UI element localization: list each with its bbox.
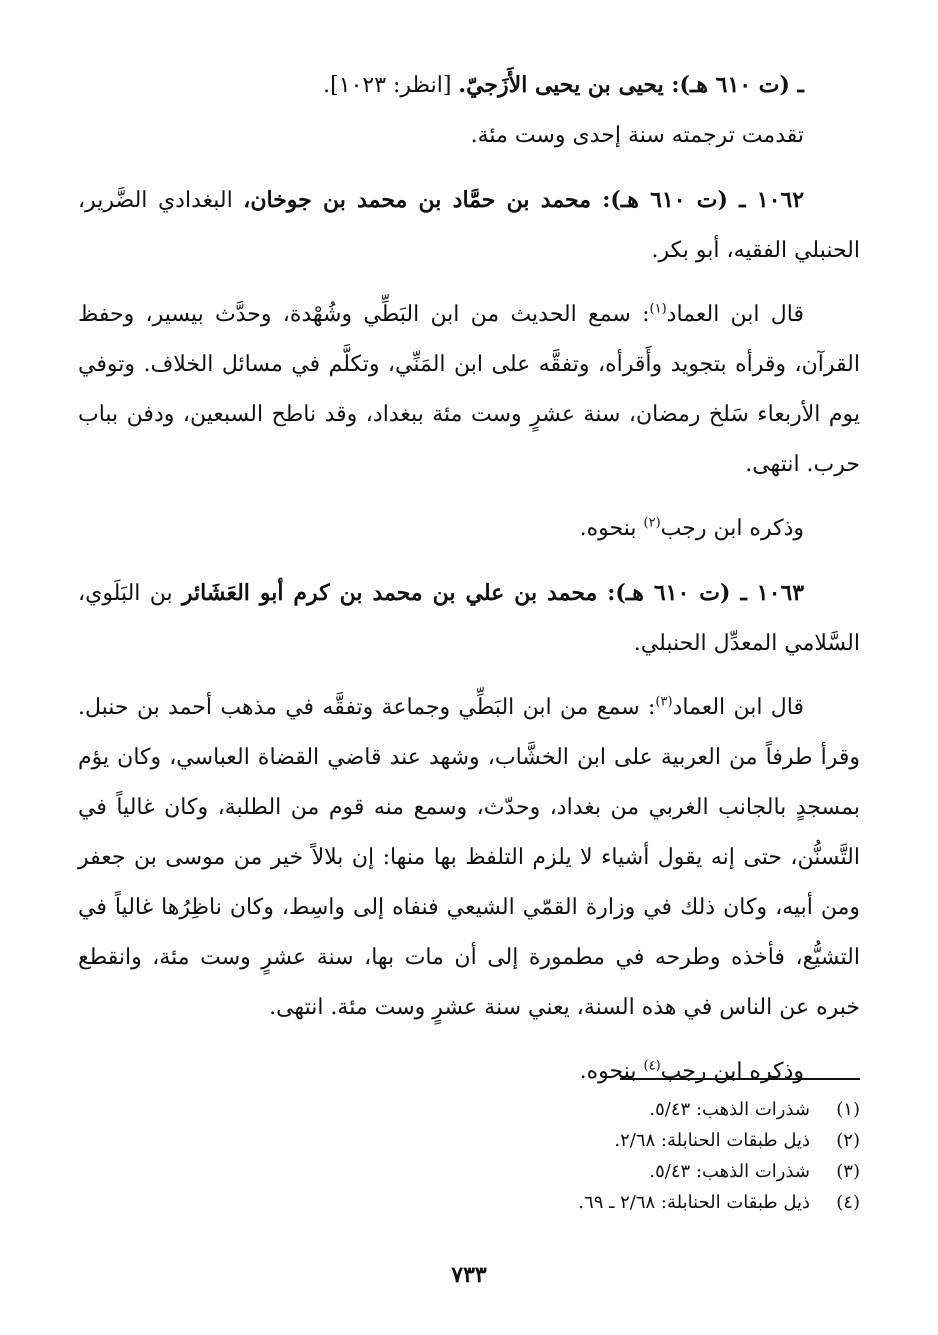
entry-heading-bold: ١٠٦٢ ـ (ت ٦١٠ هـ): محمد بن حمَّاد بن محمد بن جوخان، (243, 187, 805, 213)
footnote-number: (٣) (836, 1161, 860, 1182)
footnote-number: (٢) (836, 1130, 860, 1151)
page-number: ٧٣٣ (451, 1262, 487, 1288)
footnote-item (78, 1156, 860, 1187)
entry-heading-rest: بن البَلَوي، السَّلامي المعدِّل الحنبلي. (78, 581, 860, 656)
entry-heading (78, 175, 860, 276)
quote-lead: قال ابن العماد (666, 302, 804, 327)
entry-heading (78, 60, 860, 111)
footnotes (78, 1078, 860, 1218)
entry-paragraph (78, 290, 860, 490)
footnote-item (78, 1187, 860, 1218)
entry-heading (78, 568, 860, 669)
entry-heading-rest: البغدادي الضَّرير، الحنبلي الفقيه، أبو بكر. (78, 188, 860, 263)
footnote-ref[interactable]: (٢) (643, 515, 661, 531)
entry-heading-bold: ـ (ت ٦١٠ هـ): يحيى بن يحيى الأَزَجيّ. (458, 72, 804, 98)
footnote-item (78, 1125, 860, 1156)
quote-lead: وذكره ابن رجب (660, 1059, 804, 1084)
footnote-text: شذرات الذهب: ٥/٤٣. (649, 1099, 810, 1120)
quote-text: : سمع الحديث من ابن البَطِّي وشُهْدة، وحدَّث بيسير، وحفظ القرآن، وقرأه بتجويد وأَقرأه، وتفقَّه على ابن المَنِّي، وتكلَّم في مسائل الخلاف. وتوفي يوم الأربعاء سَلخ رمضان، سنة عشرٍ وست مئة ببغداد، وقد ناطح السبعين، ودفن بباب حرب. انتهى. (78, 302, 860, 477)
entry-heading-rest: [انظر: ١٠٢٣]. (323, 73, 459, 98)
entry-paragraph (78, 683, 860, 1033)
footnote-text: شذرات الذهب: ٥/٤٣. (649, 1161, 810, 1182)
entry-paragraph (78, 504, 860, 554)
quote-text: بنحوه. (579, 1059, 644, 1084)
footnote-divider (620, 1078, 860, 1080)
footnote-text: ذيل طبقات الحنابلة: ٢/٦٨ ـ ٦٩. (578, 1192, 810, 1213)
footnote-ref[interactable]: (١) (649, 301, 667, 317)
footnote-number: (١) (836, 1099, 860, 1120)
quote-lead: قال ابن العماد (672, 695, 805, 720)
quote-text: بنحوه. (579, 516, 644, 541)
footnote-ref[interactable]: (٤) (643, 1058, 661, 1074)
entry-body: تقدمت ترجمته سنة إحدى وست مئة. (470, 123, 804, 148)
footnote-text: ذيل طبقات الحنابلة: ٢/٦٨. (614, 1130, 810, 1151)
quote-lead: وذكره ابن رجب (660, 516, 804, 541)
entry-heading-bold: ١٠٦٣ ـ (ت ٦١٠ هـ): محمد بن علي بن محمد بن كرم أبو العَشَائر (181, 580, 805, 606)
page-body (78, 60, 860, 1097)
footnote-number: (٤) (836, 1192, 860, 1213)
quote-text: : سمع من ابن البَطِّي وجماعة وتفقَّه في مذهب أحمد بن حنبل. وقرأ طرفاً من العربية على ابن الخشَّاب، وشهد عند قاضي القضاة العباسي، وكان يؤم بمسجدٍ بالجانب الغربي من بغداد، وحدّث، وسمع منه قوم من الطلبة، وكان غالياً في التَّسنُّن، حتى إنه يقول أشياء لا يلزم التلفظ بها منها: إن بلالاً خير من موسى بن جعفر ومن أبيه، وكان ذلك في وزارة القمّي الشيعي فنفاه إلى واسِط، وكان ناظِرُها غالياً في التشيُّع، فأخذه وطرحه في مطمورة إلى أن مات بها، سنة عشرٍ وست مئة، وانقطع خبره عن الناس في هذه السنة، يعني سنة عشرٍ وست مئة. انتهى. (78, 695, 860, 1020)
footnote-item (78, 1094, 860, 1125)
footnote-ref[interactable]: (٣) (655, 694, 673, 710)
